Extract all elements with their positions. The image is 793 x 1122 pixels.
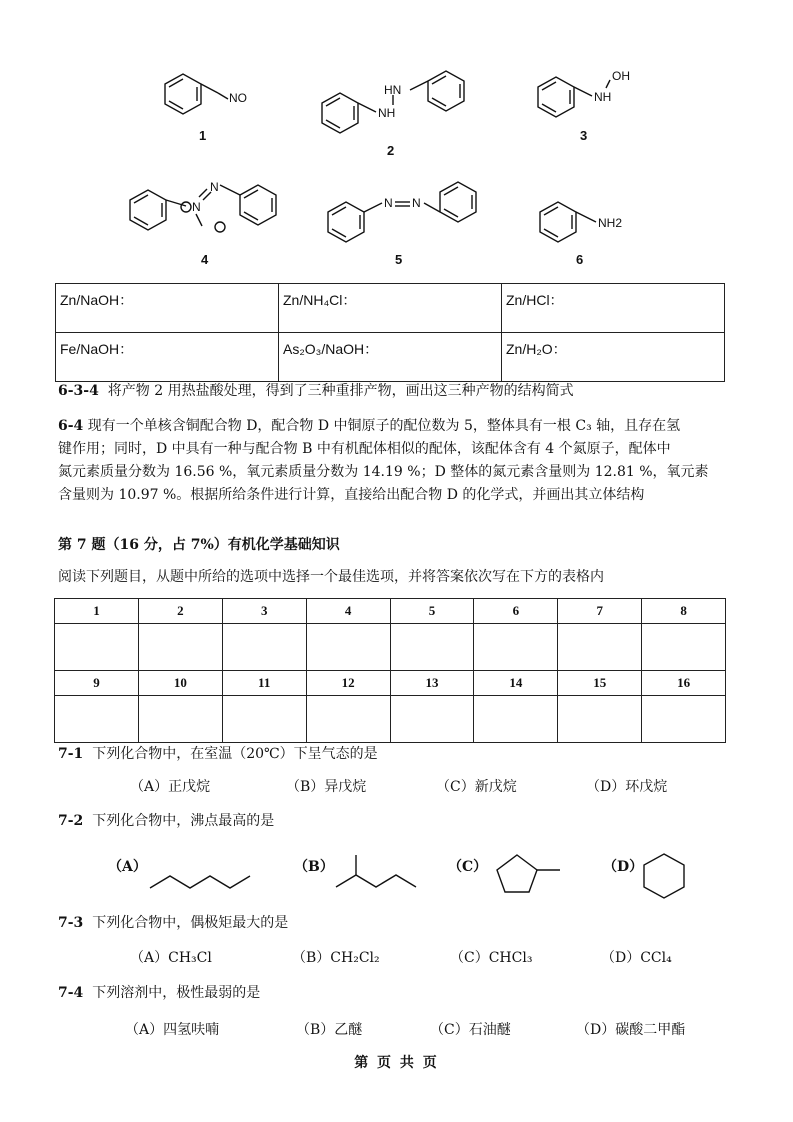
table-row [55, 696, 726, 743]
molecule-2-drawing [322, 71, 464, 133]
molecule-4-n-label: N [192, 200, 201, 214]
option-a[interactable]: （A）四氢呋喃 [125, 1022, 220, 1038]
option-c[interactable]: （C）新戊烷 [436, 779, 517, 795]
question-text-line: 含量则为 10.97 %。根据所给条件进行计算，直接给出配合物 D 的化学式，并画出其立体结构 [58, 487, 645, 503]
option-a[interactable]: （A）CH₃Cl [130, 950, 212, 966]
answer-cell[interactable] [390, 696, 474, 743]
reagent-cell: Zn/NH₄Cl： [279, 284, 502, 333]
answer-cell[interactable] [558, 624, 642, 671]
molecule-2-nh-bottom: NH [378, 106, 396, 120]
answer-header-cell: 15 [558, 671, 642, 696]
answer-cell[interactable] [558, 696, 642, 743]
methylpentane-structure [336, 875, 416, 887]
answer-cell[interactable] [222, 624, 306, 671]
question-7-4 [58, 982, 260, 1002]
answer-cell[interactable] [390, 624, 474, 671]
question-text-line: 氮元素质量分数为 16.56 %，氧元素质量分数为 14.19 %；D 整体的氮元素含量则为 12.81 %，氧元素 [58, 464, 709, 480]
question-7-2 [58, 810, 274, 830]
answer-header-cell: 12 [306, 671, 390, 696]
question-6-4 [58, 415, 738, 507]
answer-header-cell: 6 [474, 599, 558, 624]
molecule-3-number: 3 [580, 128, 588, 143]
question-7-3 [58, 912, 288, 932]
reagent-cell: Fe/NaOH： [56, 333, 279, 382]
answer-header-cell: 8 [642, 599, 726, 624]
table-row [56, 333, 725, 382]
answer-header-cell: 13 [390, 671, 474, 696]
option-c[interactable]: （C）石油醚 [430, 1022, 511, 1038]
answer-cell[interactable] [222, 696, 306, 743]
question-number: 7-2 [58, 813, 84, 829]
question-text-line: 键作用；同时，D 中具有一种与配合物 B 中有机配体相似的配体，该配体含有 4 个氮原子，配体中 [58, 441, 671, 457]
question-number: 6-4 [58, 418, 84, 434]
option-a[interactable]: （A）正戊烷 [130, 779, 211, 795]
answer-cell[interactable] [138, 624, 222, 671]
hexane-structure [150, 876, 250, 888]
table-row [55, 599, 726, 624]
molecule-1-number: 1 [199, 128, 207, 143]
reagent-cell: As₂O₃/NaOH： [279, 333, 502, 382]
table-row [56, 284, 725, 333]
answer-cell[interactable] [55, 696, 139, 743]
question-text: 下列化合物中，偶极矩最大的是 [92, 915, 289, 931]
molecule-2-nh-top: HN [384, 83, 402, 97]
molecule-1-group-label: NO [229, 91, 247, 105]
answer-cell[interactable] [306, 624, 390, 671]
option-b[interactable]: （B）CH₂Cl₂ [292, 950, 380, 966]
option-d[interactable]: （D）CCl₄ [601, 950, 672, 966]
question-text: 下列化合物中，沸点最高的是 [92, 813, 275, 829]
molecule-4-n2-label: N [210, 180, 219, 194]
question-number: 7-3 [58, 915, 84, 931]
answer-table [54, 598, 726, 743]
question-text: 下列溶剂中，极性最弱的是 [92, 985, 261, 1001]
option-b[interactable]: （B）乙醚 [296, 1022, 363, 1038]
reagent-cell: Zn/H₂O： [502, 333, 725, 382]
option-b[interactable]: （B）异戊烷 [286, 779, 367, 795]
answer-header-cell: 16 [642, 671, 726, 696]
option-b[interactable]: （B） [294, 859, 334, 875]
molecule-5-number: 5 [395, 252, 403, 267]
molecule-6-drawing [540, 202, 596, 242]
answer-cell[interactable] [138, 696, 222, 743]
answer-header-cell: 5 [390, 599, 474, 624]
question-text: 下列化合物中，在室温（20℃）下呈气态的是 [92, 746, 378, 762]
question-number: 6-3-4 [58, 383, 99, 399]
answer-header-cell: 3 [222, 599, 306, 624]
cyclohexane-structure [644, 854, 684, 898]
question-text: 将产物 2 用热盐酸处理，得到了三种重排产物，画出这三种产物的结构简式 [107, 383, 574, 399]
question-6-3-4 [58, 380, 738, 403]
molecule-1-drawing [165, 74, 228, 114]
answer-header-cell: 10 [138, 671, 222, 696]
section-7-intro: 阅读下列题目，从题中所给的选项中选择一个最佳选项，并将答案依次写在下方的表格内 [58, 569, 604, 585]
molecule-2-number: 2 [387, 143, 395, 158]
molecule-3-nh-label: NH [594, 90, 612, 104]
molecule-4-number: 4 [201, 252, 209, 267]
reagent-cell: Zn/HCl： [502, 284, 725, 333]
question-number: 7-4 [58, 985, 84, 1001]
molecule-5-n2-label: N [412, 196, 421, 210]
answer-header-cell: 4 [306, 599, 390, 624]
structures-drawing [0, 0, 793, 280]
answer-cell[interactable] [306, 696, 390, 743]
answer-cell[interactable] [474, 624, 558, 671]
option-c[interactable]: （C） [448, 859, 488, 875]
molecule-6-nh2-label: NH2 [598, 216, 623, 230]
option-a[interactable]: （A） [108, 859, 147, 875]
question-number: 7-1 [58, 746, 84, 762]
answer-header-cell: 14 [474, 671, 558, 696]
molecule-5-n-label: N [384, 196, 393, 210]
answer-header-cell: 2 [138, 599, 222, 624]
question-text-line: 现有一个单核含铜配合物 D，配合物 D 中铜原子的配位数为 5，整体具有一根 C₃ 轴，且存在氢 [87, 418, 681, 434]
answer-cell[interactable] [642, 624, 726, 671]
answer-header-cell: 1 [55, 599, 139, 624]
section-7-title: 第 7 题（16 分，占 7%）有机化学基础知识 [58, 537, 340, 553]
answer-cell[interactable] [474, 696, 558, 743]
molecule-6-number: 6 [576, 252, 584, 267]
reagent-table [55, 283, 725, 382]
reagent-cell: Zn/NaOH： [56, 284, 279, 333]
table-row [55, 671, 726, 696]
table-row [55, 624, 726, 671]
option-d[interactable]: （D） [603, 859, 644, 875]
answer-cell[interactable] [55, 624, 139, 671]
answer-header-cell: 9 [55, 671, 139, 696]
option-d[interactable]: （D）环戊烷 [586, 779, 668, 795]
option-c[interactable]: （C）CHCl₃ [450, 950, 533, 966]
molecule-3-oh-label: OH [612, 69, 630, 83]
answer-cell[interactable] [642, 696, 726, 743]
answer-header-cell: 7 [558, 599, 642, 624]
molecule-4-drawing [130, 185, 276, 232]
answer-header-cell: 11 [222, 671, 306, 696]
option-d[interactable]: （D）碳酸二甲酯 [576, 1022, 686, 1038]
methylcyclopentane-structure [497, 855, 537, 892]
question-7-1 [58, 743, 378, 763]
page-footer: 第 页 共 页 [354, 1055, 439, 1071]
molecule-5-drawing [328, 182, 476, 242]
